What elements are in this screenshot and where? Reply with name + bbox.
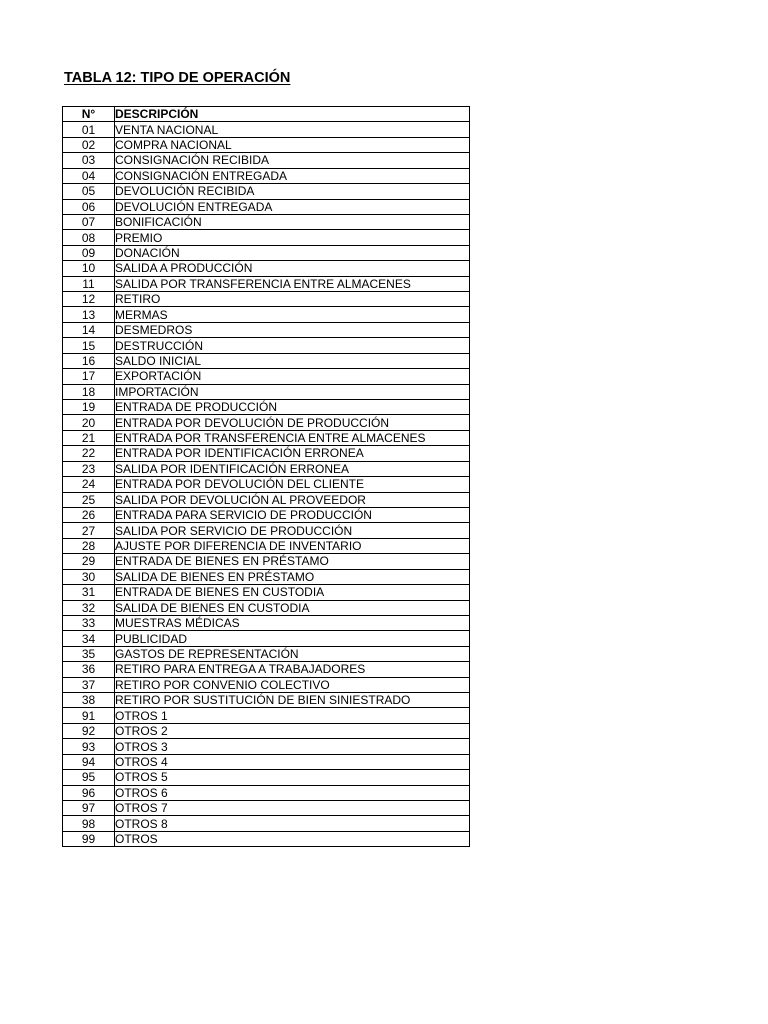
operation-description-cell: COMPRA NACIONAL [115, 137, 470, 152]
operation-code-cell: 24 [63, 477, 115, 492]
table-row [63, 538, 470, 553]
operation-code-cell: 20 [63, 415, 115, 430]
table-row [63, 292, 470, 307]
table-row [63, 816, 470, 831]
table-row [63, 415, 470, 430]
table-row [63, 369, 470, 384]
operation-description-cell: DESTRUCCIÓN [115, 338, 470, 353]
operation-code-cell: 05 [63, 184, 115, 199]
operation-description-cell: GASTOS DE REPRESENTACIÓN [115, 646, 470, 661]
operation-code-cell: 92 [63, 723, 115, 738]
operation-description-cell: ENTRADA POR DEVOLUCIÓN DEL CLIENTE [115, 477, 470, 492]
operation-description-cell: SALIDA POR SERVICIO DE PRODUCCIÓN [115, 523, 470, 538]
table-row [63, 400, 470, 415]
operation-description-cell: OTROS 2 [115, 723, 470, 738]
table-row [63, 446, 470, 461]
table-row [63, 708, 470, 723]
operation-code-cell: 16 [63, 353, 115, 368]
table-row [63, 353, 470, 368]
table-row [63, 461, 470, 476]
operation-code-cell: 96 [63, 785, 115, 800]
operation-description-cell: SALDO INICIAL [115, 353, 470, 368]
operation-code-cell: 03 [63, 153, 115, 168]
table-row [63, 384, 470, 399]
operation-description-cell: RETIRO POR SUSTITUCIÓN DE BIEN SINIESTRADO [115, 693, 470, 708]
table-row [63, 770, 470, 785]
operation-code-cell: 23 [63, 461, 115, 476]
table-row [63, 276, 470, 291]
operation-code-cell: 21 [63, 430, 115, 445]
table-row [63, 646, 470, 661]
table-row [63, 600, 470, 615]
operation-description-cell: DEVOLUCIÓN RECIBIDA [115, 184, 470, 199]
operation-code-cell: 09 [63, 245, 115, 260]
operation-code-cell: 30 [63, 569, 115, 584]
operation-description-cell: IMPORTACIÓN [115, 384, 470, 399]
table-row [63, 214, 470, 229]
table-row [63, 739, 470, 754]
table-row [63, 585, 470, 600]
table-row [63, 245, 470, 260]
operation-code-cell: 98 [63, 816, 115, 831]
operation-code-cell: 97 [63, 800, 115, 815]
operation-description-cell: SALIDA DE BIENES EN PRÉSTAMO [115, 569, 470, 584]
table-header-row [63, 107, 470, 122]
operation-code-cell: 06 [63, 199, 115, 214]
operation-description-cell: OTROS 6 [115, 785, 470, 800]
column-header-description: DESCRIPCIÓN [115, 107, 470, 122]
operation-description-cell: CONSIGNACIÓN ENTREGADA [115, 168, 470, 183]
table-row [63, 631, 470, 646]
table-row [63, 430, 470, 445]
operation-code-cell: 08 [63, 230, 115, 245]
operation-code-cell: 36 [63, 662, 115, 677]
operation-description-cell: BONIFICACIÓN [115, 214, 470, 229]
page-title: TABLA 12: TIPO DE OPERACIÓN [64, 70, 291, 86]
table-row [63, 230, 470, 245]
operation-description-cell: OTROS 4 [115, 754, 470, 769]
operation-description-cell: SALIDA POR TRANSFERENCIA ENTRE ALMACENES [115, 276, 470, 291]
table-row [63, 677, 470, 692]
operation-code-cell: 04 [63, 168, 115, 183]
operation-description-cell: SALIDA POR IDENTIFICACIÓN ERRONEA [115, 461, 470, 476]
table-row [63, 477, 470, 492]
operation-description-cell: RETIRO POR CONVENIO COLECTIVO [115, 677, 470, 692]
operation-code-cell: 10 [63, 261, 115, 276]
operation-code-cell: 02 [63, 137, 115, 152]
operation-code-cell: 93 [63, 739, 115, 754]
operation-code-cell: 31 [63, 585, 115, 600]
table-row [63, 754, 470, 769]
operation-code-cell: 29 [63, 554, 115, 569]
operation-description-cell: RETIRO [115, 292, 470, 307]
operation-description-cell: OTROS 1 [115, 708, 470, 723]
operation-description-cell: OTROS 7 [115, 800, 470, 815]
operation-description-cell: ENTRADA DE BIENES EN CUSTODIA [115, 585, 470, 600]
operation-description-cell: DONACIÓN [115, 245, 470, 260]
table-row [63, 831, 470, 846]
operation-description-cell: MERMAS [115, 307, 470, 322]
table-row [63, 723, 470, 738]
column-header-number: N° [63, 107, 115, 122]
operation-description-cell: DEVOLUCIÓN ENTREGADA [115, 199, 470, 214]
operation-description-cell: SALIDA DE BIENES EN CUSTODIA [115, 600, 470, 615]
table-row [63, 662, 470, 677]
operation-code-cell: 33 [63, 615, 115, 630]
operation-code-cell: 22 [63, 446, 115, 461]
table-row [63, 800, 470, 815]
table-row [63, 492, 470, 507]
operation-code-cell: 34 [63, 631, 115, 646]
table-row [63, 307, 470, 322]
operation-description-cell: OTROS 8 [115, 816, 470, 831]
table-row [63, 569, 470, 584]
table-row [63, 261, 470, 276]
operation-code-cell: 19 [63, 400, 115, 415]
operation-description-cell: ENTRADA PARA SERVICIO DE PRODUCCIÓN [115, 507, 470, 522]
table-row [63, 122, 470, 137]
operation-description-cell: PREMIO [115, 230, 470, 245]
operation-description-cell: RETIRO PARA ENTREGA A TRABAJADORES [115, 662, 470, 677]
operation-code-cell: 18 [63, 384, 115, 399]
operation-description-cell: ENTRADA POR TRANSFERENCIA ENTRE ALMACENES [115, 430, 470, 445]
operation-code-cell: 14 [63, 322, 115, 337]
operation-description-cell: AJUSTE POR DIFERENCIA DE INVENTARIO [115, 538, 470, 553]
operation-code-cell: 11 [63, 276, 115, 291]
operation-description-cell: PUBLICIDAD [115, 631, 470, 646]
operation-description-cell: OTROS [115, 831, 470, 846]
operation-description-cell: SALIDA A PRODUCCIÓN [115, 261, 470, 276]
operation-code-cell: 27 [63, 523, 115, 538]
operation-description-cell: ENTRADA DE BIENES EN PRÉSTAMO [115, 554, 470, 569]
operation-code-cell: 37 [63, 677, 115, 692]
operation-code-cell: 94 [63, 754, 115, 769]
table-row [63, 785, 470, 800]
operation-description-cell: MUESTRAS MÉDICAS [115, 615, 470, 630]
operation-description-cell: ENTRADA POR DEVOLUCIÓN DE PRODUCCIÓN [115, 415, 470, 430]
table-row [63, 554, 470, 569]
table-row [63, 693, 470, 708]
operation-code-cell: 99 [63, 831, 115, 846]
table-row [63, 523, 470, 538]
table-row [63, 507, 470, 522]
operation-code-cell: 25 [63, 492, 115, 507]
operation-description-cell: ENTRADA POR IDENTIFICACIÓN ERRONEA [115, 446, 470, 461]
operation-code-cell: 17 [63, 369, 115, 384]
table-row [63, 184, 470, 199]
operation-code-cell: 32 [63, 600, 115, 615]
table-row [63, 615, 470, 630]
table-row [63, 168, 470, 183]
operation-description-cell: ENTRADA DE PRODUCCIÓN [115, 400, 470, 415]
operation-code-cell: 26 [63, 507, 115, 522]
operation-code-cell: 28 [63, 538, 115, 553]
operation-code-cell: 38 [63, 693, 115, 708]
operation-description-cell: EXPORTACIÓN [115, 369, 470, 384]
operation-description-cell: VENTA NACIONAL [115, 122, 470, 137]
operation-description-cell: CONSIGNACIÓN RECIBIDA [115, 153, 470, 168]
table-row [63, 338, 470, 353]
operation-description-cell: SALIDA POR DEVOLUCIÓN AL PROVEEDOR [115, 492, 470, 507]
table-row [63, 322, 470, 337]
operation-code-cell: 07 [63, 214, 115, 229]
operation-type-table [62, 106, 470, 847]
operation-description-cell: DESMEDROS [115, 322, 470, 337]
table-row [63, 137, 470, 152]
operation-description-cell: OTROS 5 [115, 770, 470, 785]
operation-code-cell: 12 [63, 292, 115, 307]
operation-code-cell: 01 [63, 122, 115, 137]
table-row [63, 153, 470, 168]
operation-code-cell: 91 [63, 708, 115, 723]
operation-code-cell: 13 [63, 307, 115, 322]
operation-code-cell: 35 [63, 646, 115, 661]
table-row [63, 199, 470, 214]
operation-code-cell: 15 [63, 338, 115, 353]
operation-description-cell: OTROS 3 [115, 739, 470, 754]
operation-code-cell: 95 [63, 770, 115, 785]
